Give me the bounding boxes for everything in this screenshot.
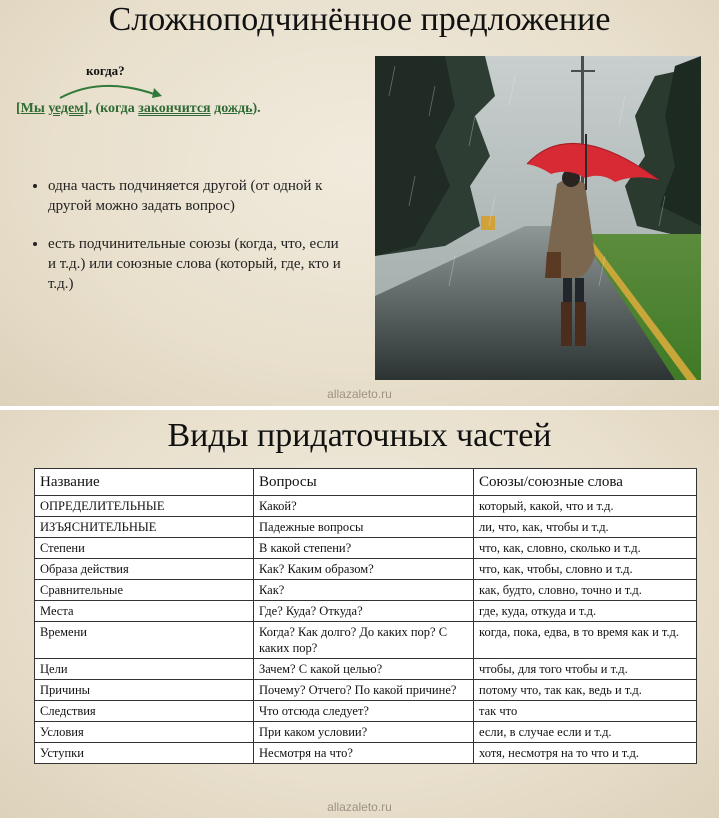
table-cell: Почему? Отчего? По какой причине? — [254, 680, 474, 701]
table-header: Название — [35, 469, 254, 496]
example-sentence — [16, 101, 261, 117]
table-cell: так что — [474, 701, 697, 722]
table-cell: Как? Каким образом? — [254, 559, 474, 580]
table-cell: Степени — [35, 538, 254, 559]
slide-title: Виды придаточных частей — [167, 417, 552, 454]
table-row — [35, 659, 697, 680]
question-label: когда? — [86, 63, 125, 78]
slide-title: Сложноподчинённое предложение — [108, 1, 611, 38]
sub-subject: дождь — [214, 101, 253, 116]
bracket-close: ] — [83, 101, 89, 116]
table-cell: Причины — [35, 680, 254, 701]
watermark: allazaleto.ru — [327, 387, 392, 401]
list-item: • есть подчинительные союзы (когда, что, если и т.д.) или союзные слова (который, где, кто и т.д.) — [48, 234, 348, 294]
table-row — [35, 722, 697, 743]
table-cell: Условия — [35, 722, 254, 743]
watermark: allazaleto.ru — [327, 800, 392, 814]
table-cell: Падежные вопросы — [254, 517, 474, 538]
table-cell: когда, пока, едва, в то время как и т.д. — [474, 622, 697, 659]
clause-types-table — [34, 468, 697, 764]
table-cell: Времени — [35, 622, 254, 659]
bracket-open: [ — [16, 101, 21, 116]
table-cell: Уступки — [35, 743, 254, 764]
slide-complex-sentence — [0, 0, 719, 406]
table-cell: Места — [35, 601, 254, 622]
table-cell: чтобы, для того чтобы и т.д. — [474, 659, 697, 680]
table-cell: что, как, словно, сколько и т.д. — [474, 538, 697, 559]
table-cell: При каком условии? — [254, 722, 474, 743]
table-row — [35, 701, 697, 722]
table-row — [35, 496, 697, 517]
table-cell: где, куда, откуда и т.д. — [474, 601, 697, 622]
table-row — [35, 743, 697, 764]
table-row — [35, 622, 697, 659]
table-cell: который, какой, что и т.д. — [474, 496, 697, 517]
table-row — [35, 580, 697, 601]
table-row — [35, 601, 697, 622]
feature-list — [30, 176, 348, 312]
table-cell: ИЗЪЯСНИТЕЛЬНЫЕ — [35, 517, 254, 538]
table-row — [35, 559, 697, 580]
paren-open: ( — [95, 101, 101, 116]
table-cell: потому что, так как, ведь и т.д. — [474, 680, 697, 701]
table-cell: если, в случае если и т.д. — [474, 722, 697, 743]
slide-clause-types — [0, 410, 719, 818]
comma: , — [88, 101, 96, 116]
arrow-icon — [56, 74, 166, 100]
table-header: Вопросы — [254, 469, 474, 496]
table-row — [35, 680, 697, 701]
table-cell: Какой? — [254, 496, 474, 517]
table-cell: Где? Куда? Откуда? — [254, 601, 474, 622]
table-cell: ли, что, как, чтобы и т.д. — [474, 517, 697, 538]
sub-conjunction: когда — [100, 101, 139, 116]
main-predicate: уедем — [48, 101, 84, 116]
table-header: Союзы/союзные слова — [474, 469, 697, 496]
table-cell: Следствия — [35, 701, 254, 722]
table-cell: Цели — [35, 659, 254, 680]
paren-close: ). — [252, 101, 261, 116]
table-cell: Как? — [254, 580, 474, 601]
table-cell: Зачем? С какой целью? — [254, 659, 474, 680]
table-cell: Образа действия — [35, 559, 254, 580]
list-item: • одна часть подчиняется другой (от одной к другой можно задать вопрос) — [48, 176, 348, 216]
table-cell: В какой степени? — [254, 538, 474, 559]
table-row — [35, 538, 697, 559]
main-subject: Мы — [20, 101, 45, 116]
table-cell: Несмотря на что? — [254, 743, 474, 764]
table-cell: что, как, чтобы, словно и т.д. — [474, 559, 697, 580]
sub-predicate: закончится — [138, 101, 211, 116]
table-cell: Когда? Как долго? До каких пор? С каких пор? — [254, 622, 474, 659]
photo-illustration — [375, 56, 701, 380]
table-header-row — [35, 469, 697, 496]
table-cell: хотя, несмотря на то что и т.д. — [474, 743, 697, 764]
table-cell: как, будто, словно, точно и т.д. — [474, 580, 697, 601]
table-cell: Что отсюда следует? — [254, 701, 474, 722]
rain-umbrella-photo — [375, 56, 701, 380]
table-cell: Сравнительные — [35, 580, 254, 601]
table-row — [35, 517, 697, 538]
table-cell: ОПРЕДЕЛИТЕЛЬНЫЕ — [35, 496, 254, 517]
